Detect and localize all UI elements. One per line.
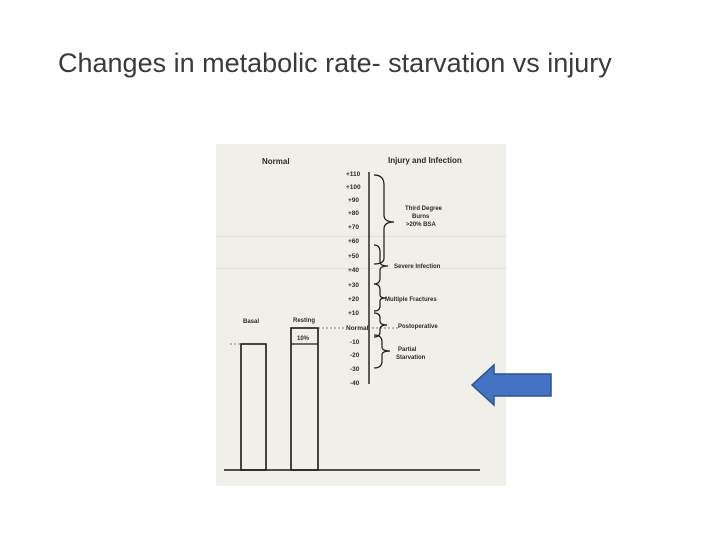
header-injury-infection: Injury and Infection <box>388 156 462 165</box>
resting-label: Resting <box>293 318 316 324</box>
header-normal: Normal <box>262 157 290 166</box>
tick-label: +80 <box>348 210 360 217</box>
brackets <box>374 175 394 368</box>
bracket-label-burns-line: Third Degree <box>405 206 443 212</box>
tick-label: +110 <box>346 171 361 178</box>
tick-label: +20 <box>348 296 360 303</box>
tick-label: +10 <box>348 310 360 317</box>
tick-label: +60 <box>348 238 360 245</box>
tick-label: -10 <box>350 339 360 346</box>
resting-percent-label: 10% <box>297 336 310 342</box>
bracket-label-multiple-fractures: Multiple Fractures <box>385 297 437 303</box>
bars <box>224 328 480 470</box>
bracket-postoperative <box>374 313 387 337</box>
bracket-label-partial-starvation-line: Partial <box>398 347 417 353</box>
left-arrow-shape[interactable] <box>472 365 551 405</box>
tick-label: Normal <box>346 325 369 332</box>
tick-label: +30 <box>348 282 360 289</box>
slide-title: Changes in metabolic rate- starvation vs injury <box>58 48 612 78</box>
bracket-label-burns-line: Burns <box>412 214 430 220</box>
basal-bar <box>241 344 266 470</box>
tick-label: -30 <box>350 366 360 373</box>
bracket-label-burns-line: >20% BSA <box>406 222 436 228</box>
tick-label: +70 <box>348 224 360 231</box>
tick-label: +100 <box>346 184 361 191</box>
basal-label: Basal <box>243 319 260 325</box>
bracket-label-postoperative: Postoperative <box>398 324 438 330</box>
tick-label: -40 <box>350 380 360 387</box>
resting-bar <box>291 328 318 470</box>
bracket-partial-starvation <box>374 335 390 368</box>
tick-label: +50 <box>348 253 360 260</box>
tick-label: -20 <box>350 352 360 359</box>
bracket-label-partial-starvation-line: Starvation <box>396 355 426 361</box>
tick-label: +90 <box>348 197 360 204</box>
bracket-label-severe-infection: Severe Infection <box>394 264 441 270</box>
tick-label: +40 <box>348 267 360 274</box>
bracket-burns <box>374 175 394 264</box>
tick-labels <box>346 171 369 387</box>
